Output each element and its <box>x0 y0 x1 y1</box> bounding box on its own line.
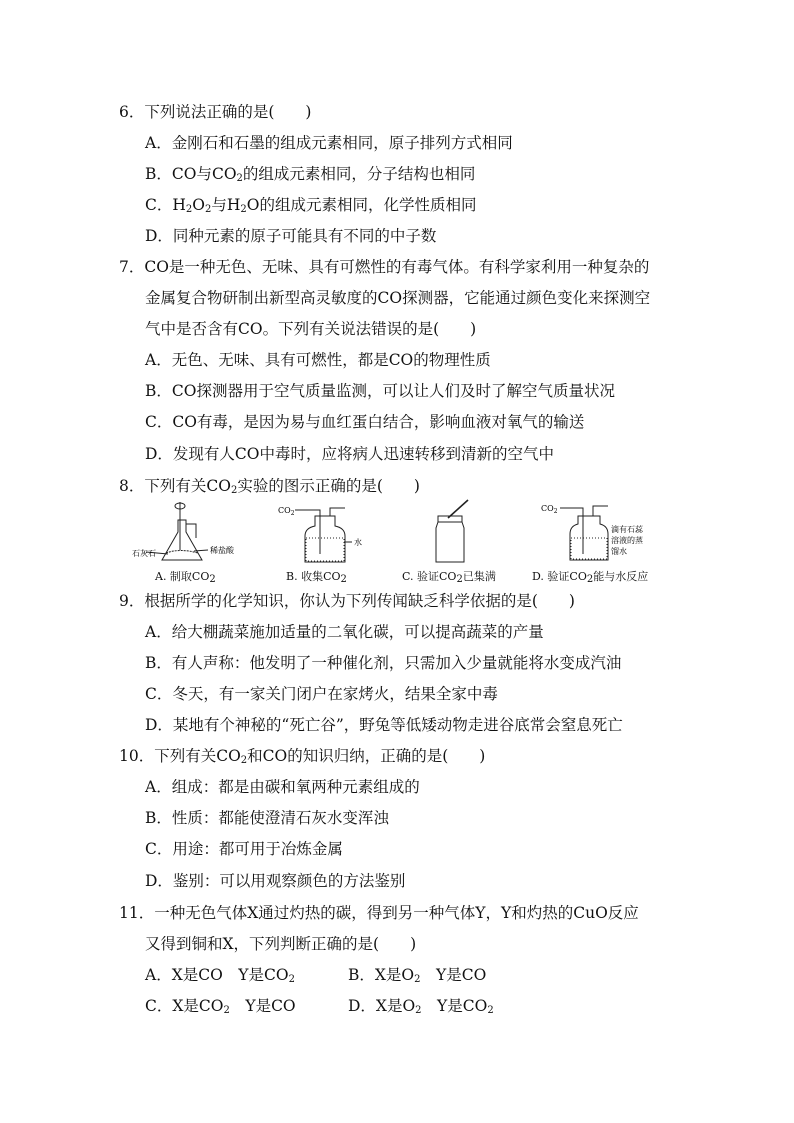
question-11-stem-line1: 11．一种无色气体X通过灼热的碳，得到另一种气体Y，Y和灼热的CuO反应 <box>119 904 639 922</box>
figure-a-caption: A. 制取$CO_2$ <box>155 570 216 585</box>
question-7-stem-line3: 气中是否含有CO。下列有关说法错误的是( ) <box>145 320 477 338</box>
question-11-option-b: B．X是$O_2$ Y是CO <box>348 966 487 985</box>
figure-d-label-gas: $CO_2$ <box>541 504 558 515</box>
question-8-stem: 8．下列有关$CO_2$实验的图示正确的是( ) <box>119 477 420 496</box>
question-10-option-a: A．组成：都是由碳和氧两种元素组成的 <box>145 778 420 796</box>
apparatus-b-bottle <box>295 508 352 562</box>
figure-d-label-1: 滴有石蕊 <box>611 525 643 534</box>
question-6-option-b: B．CO与$CO_2$的组成元素相同，分子结构也相同 <box>145 165 476 184</box>
question-10-option-d: D．鉴别：可以用观察颜色的方法鉴别 <box>145 872 406 890</box>
figure-b-label-water: 水 <box>354 538 362 547</box>
question-7-option-c: C．CO有毒，是因为易与血红蛋白结合，影响血液对氧气的输送 <box>145 413 585 431</box>
question-7-stem-line2: 金属复合物研制出新型高灵敏度的CO探测器，它能通过颜色变化来探测空 <box>145 289 651 307</box>
question-6-stem: 6．下列说法正确的是( ) <box>119 103 312 121</box>
figure-d-caption: D. 验证$CO_2$能与水反应 <box>532 570 649 585</box>
experiment-figures-drawing <box>130 498 670 568</box>
apparatus-c-bottle <box>436 500 468 562</box>
question-6-option-c: C．$H_2O_2$与$H_2O$的组成元素相同，化学性质相同 <box>145 196 477 215</box>
question-10-option-b: B．性质：都能使澄清石灰水变浑浊 <box>145 809 389 827</box>
apparatus-d-bottle <box>560 506 608 560</box>
question-10-option-c: C．用途：都可用于冶炼金属 <box>145 840 343 858</box>
figure-a-label-acid: 稀盐酸 <box>210 546 234 555</box>
question-7-stem-line1: 7．CO是一种无色、无味、具有可燃性的有毒气体。有科学家利用一种复杂的 <box>119 258 650 276</box>
question-9-option-a: A．给大棚蔬菜施加适量的二氧化碳，可以提高蔬菜的产量 <box>145 623 544 641</box>
question-11-stem-line2: 又得到铜和X，下列判断正确的是( ) <box>145 935 417 953</box>
question-11-option-c: C．X是$CO_2$ Y是CO <box>145 997 296 1016</box>
figure-a-label-limestone: 石灰石 <box>132 549 156 558</box>
question-9-stem: 9．根据所学的化学知识，你认为下列传闻缺乏科学依据的是( ) <box>119 592 575 610</box>
figure-d-label-3: 馏水 <box>611 547 627 556</box>
figure-b-caption: B. 收集$CO_2$ <box>286 570 347 585</box>
question-7-option-b: B．CO探测器用于空气质量监测，可以让人们及时了解空气质量状况 <box>145 382 615 400</box>
question-9-option-c: C．冬天，有一家关门闭户在家烤火，结果全家中毒 <box>145 685 498 703</box>
question-7-option-a: A．无色、无味、具有可燃性，都是CO的物理性质 <box>145 351 491 369</box>
question-6-option-d: D．同种元素的原子可能具有不同的中子数 <box>145 227 437 245</box>
figure-d-label-2: 溶液的蒸 <box>611 536 643 545</box>
question-11-option-a: A．X是CO Y是$CO_2$ <box>145 966 295 985</box>
question-7-option-d: D．发现有人CO中毒时，应将病人迅速转移到清新的空气中 <box>145 445 554 463</box>
question-6-option-a: A．金刚石和石墨的组成元素相同，原子排列方式相同 <box>145 134 513 152</box>
experiment-figures <box>130 498 670 584</box>
question-10-stem: 10．下列有关$CO_2$和CO的知识归纳，正确的是( ) <box>119 747 486 766</box>
figure-c-caption: C. 验证$CO_2$已集满 <box>402 570 496 585</box>
question-9-option-b: B．有人声称：他发明了一种催化剂，只需加入少量就能将水变成汽油 <box>145 654 622 672</box>
figure-b-label-gas: $CO_2$ <box>278 506 295 517</box>
question-9-option-d: D．某地有个神秘的“死亡谷”，野兔等低矮动物走进谷底常会窒息死亡 <box>145 716 623 734</box>
question-11-option-d: D．X是$O_2$ Y是$CO_2$ <box>348 997 494 1016</box>
